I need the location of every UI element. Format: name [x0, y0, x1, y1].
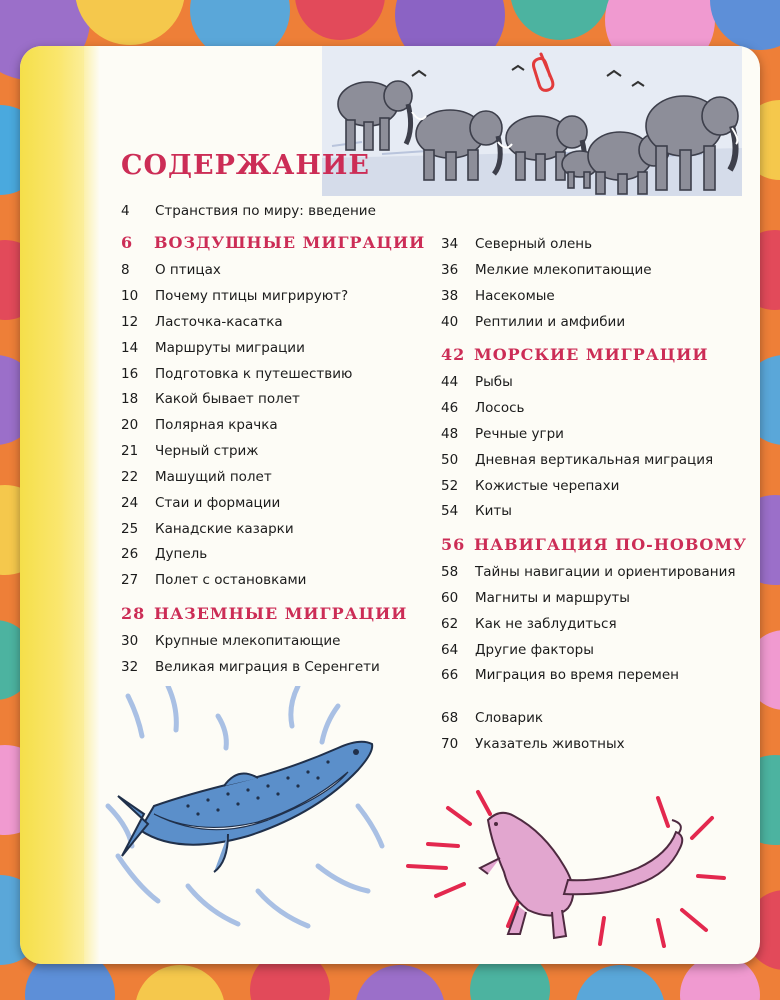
toc-section-nav	[441, 535, 747, 554]
toc-entry-page: 22	[121, 469, 139, 485]
toc-entry-title: Рыбы	[475, 374, 513, 390]
toc-entry-title: Полет с остановками	[155, 572, 307, 588]
toc-entry-title: Машущий полет	[155, 469, 272, 485]
toc-section-title: ВОЗДУШНЫЕ МИГРАЦИИ	[154, 233, 426, 252]
toc-entry	[441, 642, 594, 658]
toc-entry-title: Магниты и маршруты	[475, 590, 630, 606]
toc-entry-page: 64	[441, 642, 459, 658]
toc-entry-page: 60	[441, 590, 459, 606]
toc-entry-title: Крупные млекопитающие	[155, 633, 341, 649]
toc-entry	[121, 314, 283, 330]
toc-entry	[441, 478, 619, 494]
toc-entry-page: 44	[441, 374, 459, 390]
toc-entry-title: Стаи и формации	[155, 495, 281, 511]
toc-entry	[121, 659, 380, 675]
toc-entry-page: 36	[441, 262, 459, 278]
toc-entry-title: Странствия по миру: введение	[155, 203, 376, 219]
toc-entry	[441, 262, 652, 278]
toc-entry	[441, 288, 555, 304]
toc-section-page: 42	[441, 345, 466, 364]
paper-clip-icon	[532, 50, 562, 92]
toc-entry-title: Полярная крачка	[155, 417, 278, 433]
toc-entry	[121, 391, 300, 407]
toc-entry-page: 68	[441, 710, 459, 726]
toc-entry	[121, 262, 221, 278]
toc-entry	[121, 366, 352, 382]
toc-entry	[441, 590, 630, 606]
rat-illustration	[368, 784, 748, 964]
toc-entry-title: Лосось	[475, 400, 525, 416]
toc-entry-page: 58	[441, 564, 459, 580]
toc-entry-title: О птицах	[155, 262, 221, 278]
toc-entry	[441, 452, 713, 468]
toc-section-page: 28	[121, 604, 146, 623]
toc-entry	[121, 417, 278, 433]
toc-entry-animal-index	[441, 736, 625, 752]
toc-entry-title: Рептилии и амфибии	[475, 314, 626, 330]
toc-entry	[121, 521, 294, 537]
toc-section-title: МОРСКИЕ МИГРАЦИИ	[474, 345, 709, 364]
toc-entry-page: 26	[121, 546, 139, 562]
toc-entry-page: 14	[121, 340, 139, 356]
toc-entry	[441, 236, 592, 252]
toc-section-page: 56	[441, 535, 466, 554]
toc-entry	[441, 564, 736, 580]
toc-entry-title: Великая миграция в Серенгети	[155, 659, 380, 675]
toc-entry-title: Черный стриж	[155, 443, 259, 459]
toc-entry-page: 24	[121, 495, 139, 511]
toc-entry-page: 30	[121, 633, 139, 649]
toc-entry-page: 8	[121, 262, 130, 278]
yellow-band	[20, 46, 84, 964]
toc-entry	[121, 546, 207, 562]
toc-entry-page: 27	[121, 572, 139, 588]
toc-entry-page: 4	[121, 203, 130, 219]
toc-entry-title: Дневная вертикальная миграция	[475, 452, 714, 468]
toc-entry-page: 10	[121, 288, 139, 304]
toc-entry-title: Другие факторы	[475, 642, 594, 658]
toc-entry-page: 40	[441, 314, 459, 330]
toc-entry-page: 18	[121, 391, 139, 407]
toc-entry	[121, 443, 258, 459]
toc-entry-page: 62	[441, 616, 459, 632]
toc-section-sea	[441, 345, 708, 364]
toc-entry-intro	[121, 203, 376, 219]
toc-entry-title: Канадские казарки	[155, 521, 294, 537]
toc-entry	[121, 495, 280, 511]
toc-entry-page: 21	[121, 443, 139, 459]
toc-entry	[441, 374, 513, 390]
salmon-illustration	[98, 686, 398, 936]
toc-entry-title: Словарик	[475, 710, 544, 726]
toc-entry-page: 70	[441, 736, 459, 752]
toc-section-air	[121, 233, 425, 252]
toc-entry-page: 48	[441, 426, 459, 442]
toc-entry	[441, 616, 617, 632]
toc-entry-title: Мелкие млекопитающие	[475, 262, 652, 278]
toc-entry-title: Как не заблудиться	[475, 616, 617, 632]
toc-entry	[121, 572, 306, 588]
toc-entry-page: 16	[121, 366, 139, 382]
toc-entry	[441, 667, 679, 683]
toc-entry-title: Киты	[475, 503, 512, 519]
toc-section-page: 6	[121, 233, 134, 252]
toc-entry-title: Дупель	[155, 546, 208, 562]
toc-entry	[441, 503, 512, 519]
toc-entry-glossary	[441, 710, 543, 726]
page-title: СОДЕРЖАНИЕ	[121, 150, 370, 181]
toc-section-title: НАЗЕМНЫЕ МИГРАЦИИ	[154, 604, 408, 623]
toc-entry-title: Какой бывает полет	[155, 391, 300, 407]
toc-entry-title: Почему птицы мигрируют?	[155, 288, 349, 304]
toc-entry-page: 46	[441, 400, 459, 416]
toc-entry-title: Миграция во время перемен	[475, 667, 679, 683]
toc-entry-title: Кожистые черепахи	[475, 478, 620, 494]
toc-entry-title: Насекомые	[475, 288, 555, 304]
toc-entry-page: 32	[121, 659, 139, 675]
toc-entry	[121, 469, 272, 485]
toc-entry	[441, 400, 524, 416]
toc-entry-title: Речные угри	[475, 426, 564, 442]
toc-entry-page: 52	[441, 478, 459, 494]
toc-entry-page: 12	[121, 314, 139, 330]
toc-entry-page: 50	[441, 452, 459, 468]
toc-entry	[121, 288, 348, 304]
toc-entry	[441, 314, 625, 330]
toc-entry	[121, 633, 340, 649]
toc-entry-page: 20	[121, 417, 139, 433]
toc-entry-title: Подготовка к путешествию	[155, 366, 353, 382]
toc-entry-title: Тайны навигации и ориентирования	[475, 564, 736, 580]
toc-section-title: НАВИГАЦИЯ ПО-НОВОМУ	[474, 535, 748, 554]
toc-entry-title: Северный олень	[475, 236, 593, 252]
toc-entry-page: 54	[441, 503, 459, 519]
toc-entry-title: Указатель животных	[475, 736, 625, 752]
toc-section-land	[121, 604, 407, 623]
toc-entry-page: 34	[441, 236, 459, 252]
contents-page	[20, 46, 760, 964]
toc-entry-page: 38	[441, 288, 459, 304]
toc-entry-title: Ласточка-касатка	[155, 314, 283, 330]
toc-entry-title: Маршруты миграции	[155, 340, 305, 356]
toc-entry	[441, 426, 564, 442]
toc-entry-page: 66	[441, 667, 459, 683]
toc-entry-page: 25	[121, 521, 139, 537]
toc-entry	[121, 340, 305, 356]
